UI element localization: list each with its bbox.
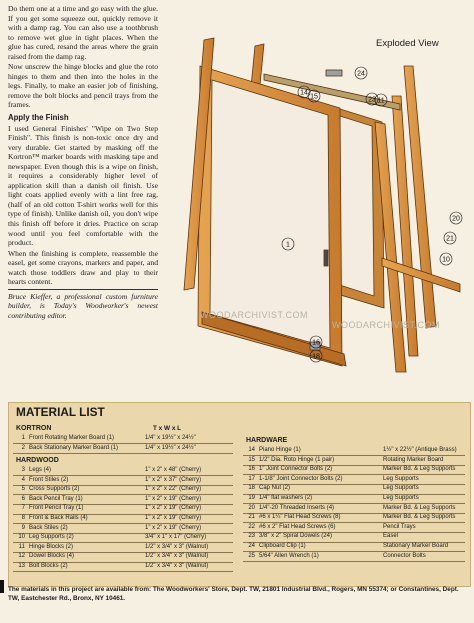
part-name: 5/64" Allen Wrench (1) [259,552,319,559]
part-number: 9 [21,524,25,531]
part-number: 19 [248,495,255,501]
part-name: Clipboard Clip (1) [259,543,306,549]
section-hardwood: HARDWOOD [16,457,59,464]
part-dimensions: Easel [383,533,399,540]
part-name: Hinge Blocks (2) [29,543,74,550]
part-number: 6 [21,495,25,502]
material-list [8,402,471,587]
part-dimensions: 1" x 2" x 19" (Cherry) [145,505,202,512]
part-number: 2 [21,444,25,451]
part-dimensions: 1" x 2" x 19" (Cherry) [145,524,202,531]
part-number: 5 [21,486,25,493]
page-edge-marker [0,580,4,593]
part-number: 17 [248,475,255,482]
part-name: 1-1/8" Joint Connector Bolts (2) [259,475,343,482]
part-dimensions: 1/4" x 19½" x 24½" [145,435,196,441]
part-dimensions: 1" x 2" x 19" (Cherry) [145,515,202,521]
part-name: Front Stiles (2) [29,476,69,483]
paragraph-1: Do them one at a time and go easy with the glue. If you get some squeeze out, quickly remove it with a damp rag. You can also use a toothbrush to remove wet glue in tight places. When the glue has cured, resand the areas where the grain raised from the damp rag. [8,4,158,61]
part-name: #6 x 1¼" Flat Head Screws (8) [259,514,341,521]
part-number: 1 [21,435,25,441]
part-number: 11 [18,543,25,550]
watermark-2: WOODARCHIVIST.COM [332,320,441,330]
part-dimensions: 1" x 2" x 22" (Cherry) [145,486,202,493]
part-dimensions: 1/2" x 3/4" x 3" (Walnut) [145,553,209,560]
part-dimensions: 1½" x 22½" (Antique Brass) [383,447,457,453]
article-text [8,4,158,322]
part-number: 10 [18,534,25,541]
part-dimensions: 1" x 2" x 48" (Cherry) [145,467,202,473]
part-dimensions: 1/4" x 19½" x 24½" [145,444,196,451]
label-15: 15 [310,93,318,101]
part-number: 7 [21,505,25,512]
part-name: Back Stationary Marker Board (1) [29,444,119,451]
part-number: 3 [21,467,25,473]
part-number: 18 [248,485,255,492]
bio-divider [8,289,158,290]
section-kortron: KORTRON [16,425,52,432]
label-21: 21 [446,235,454,243]
paragraph-2: Now unscrew the hinge blocks and glue the roto hinges to them and then into the holes in the legs. Finally, to make an easier job of finishing, remove the bolt blocks and pencil trays from the frames. [8,62,158,110]
part-name: Piano Hinge (1) [259,447,301,453]
part-dimensions: Leg Supports [383,475,419,482]
part-number: 13 [18,563,25,569]
section-heading: Apply the Finish [8,113,69,123]
part-name: 1" Joint Connector Bolts (2) [259,466,333,473]
label-14: 14 [300,89,308,97]
part-name: 3/8" x 2" Spiral Dowels (24) [259,533,332,540]
part-number: 16 [248,466,255,473]
diagram-title: Exploded View [376,38,439,49]
part-name: Front Rotating Marker Board (1) [29,435,115,441]
label-23: 23 [368,96,376,104]
part-dimensions: Marker Bd. & Leg Supports [383,504,456,511]
dimensions-header: T x W x L [153,425,182,432]
part-dimensions: Leg Supports [383,495,419,501]
exploded-view-diagram [160,26,474,408]
part-name: Cap Nut (2) [259,485,291,492]
label-11: 11 [377,97,385,105]
part-name: Front Pencil Tray (1) [29,505,84,512]
materials-footnote: The materials in this project are available from: The Woodworkers' Store, Dept. TW, 21801 Industrial Blvd., Rogers, MN 55374; or Constantines, Dept. TW, Eastchester Rd., Bronx, NY 10461. [8,586,459,602]
paragraph-4: When the finishing is complete, reassemble the easel, get some crayons, markers and paper, and watch those toddlers draw and play to their hearts content. [8,248,158,287]
part-number: 25 [248,552,255,559]
part-number: 24 [248,543,255,549]
part-number: 15 [248,456,255,463]
part-number: 14 [248,447,255,453]
part-number: 8 [21,515,25,521]
row-rule [243,561,465,562]
label-16: 16 [312,339,320,347]
part-number: 22 [248,523,255,530]
part-dimensions: Rotating Marker Board [383,456,444,463]
part-number: 21 [248,514,255,521]
part-name: Front & Back Rails (4) [29,515,88,521]
part-dimensions: Connector Bolts [383,552,426,559]
part-dimensions: Stationary Marker Board [383,543,449,549]
part-name: Back Stiles (2) [29,524,68,531]
material-list-title: MATERIAL LIST [16,405,105,419]
part-name: Cross Supports (2) [29,486,80,493]
part-name: Bolt Blocks (2) [29,563,68,569]
part-number: 4 [21,476,25,483]
part-number: 12 [18,553,25,560]
threaded-insert [324,250,328,266]
part-name: #6 x 2" Flat Head Screws (6) [259,523,336,530]
part-name: 1/2" Dia. Roto Hinge (1 pair) [259,456,335,463]
row-rule [13,453,233,454]
front-board [210,80,330,348]
part-dimensions: Pencil Trays [383,523,416,530]
label-18: 18 [312,353,320,361]
clipboard-clip [326,70,342,76]
label-24: 24 [357,70,365,78]
part-name: Leg Supports (2) [29,534,74,541]
part-name: Legs (4) [29,467,52,473]
part-dimensions: 1/2" x 3/4" x 3" (Walnut) [145,563,209,569]
part-dimensions: 1/2" x 3/4" x 3" (Walnut) [145,543,209,550]
row-rule [13,571,233,572]
part-dimensions: Leg Supports [383,485,419,492]
part-dimensions: 1" x 2" x 19" (Cherry) [145,495,202,502]
part-name: Dowel Blocks (4) [29,553,75,560]
paragraph-3: I used General Finishes' "Wipe on Two Step Finish". This finish is non-toxic once dry and very durable. Get started by masking off the Kortron™ marker boards with masking tape and newspaper. Even though this is a wipe on finish, it requires a considerably higher level of application skill than a danish oil finish. Use light coats applied evenly with a lint free rag, (half of an old cotton T-shirt works well for this type of finish). Unlike danish oil, you don't wipe this finish off before it dries. Practice on scrap wood until you feel comfortable with the product. [8,123,158,248]
label-1: 1 [286,241,290,249]
part-name: 1/4"-20 Threaded Inserts (4) [259,504,335,511]
part-dimensions: 3/4" x 1" x 17" (Cherry) [145,534,207,541]
part-dimensions: Marker Bd. & Leg Supports [383,466,456,473]
watermark: WOODARCHIVIST.COM [200,310,309,320]
part-number: 23 [248,533,255,540]
part-dimensions: Marker Bd. & Leg Supports [383,514,456,521]
label-20: 20 [452,215,460,223]
section-hardware: HARDWARE [246,437,288,444]
author-bio: Bruce Kieffer, a professional custom furniture builder, is Today's Woodworker's newest contributing editor. [8,291,158,320]
part-name: Back Pencil Tray (1) [29,495,83,502]
part-number: 20 [248,504,255,511]
part-dimensions: 1" x 2" x 37" (Cherry) [145,476,202,483]
part-name: 1/4" flat washers (2) [259,495,313,501]
label-10: 10 [442,256,450,264]
